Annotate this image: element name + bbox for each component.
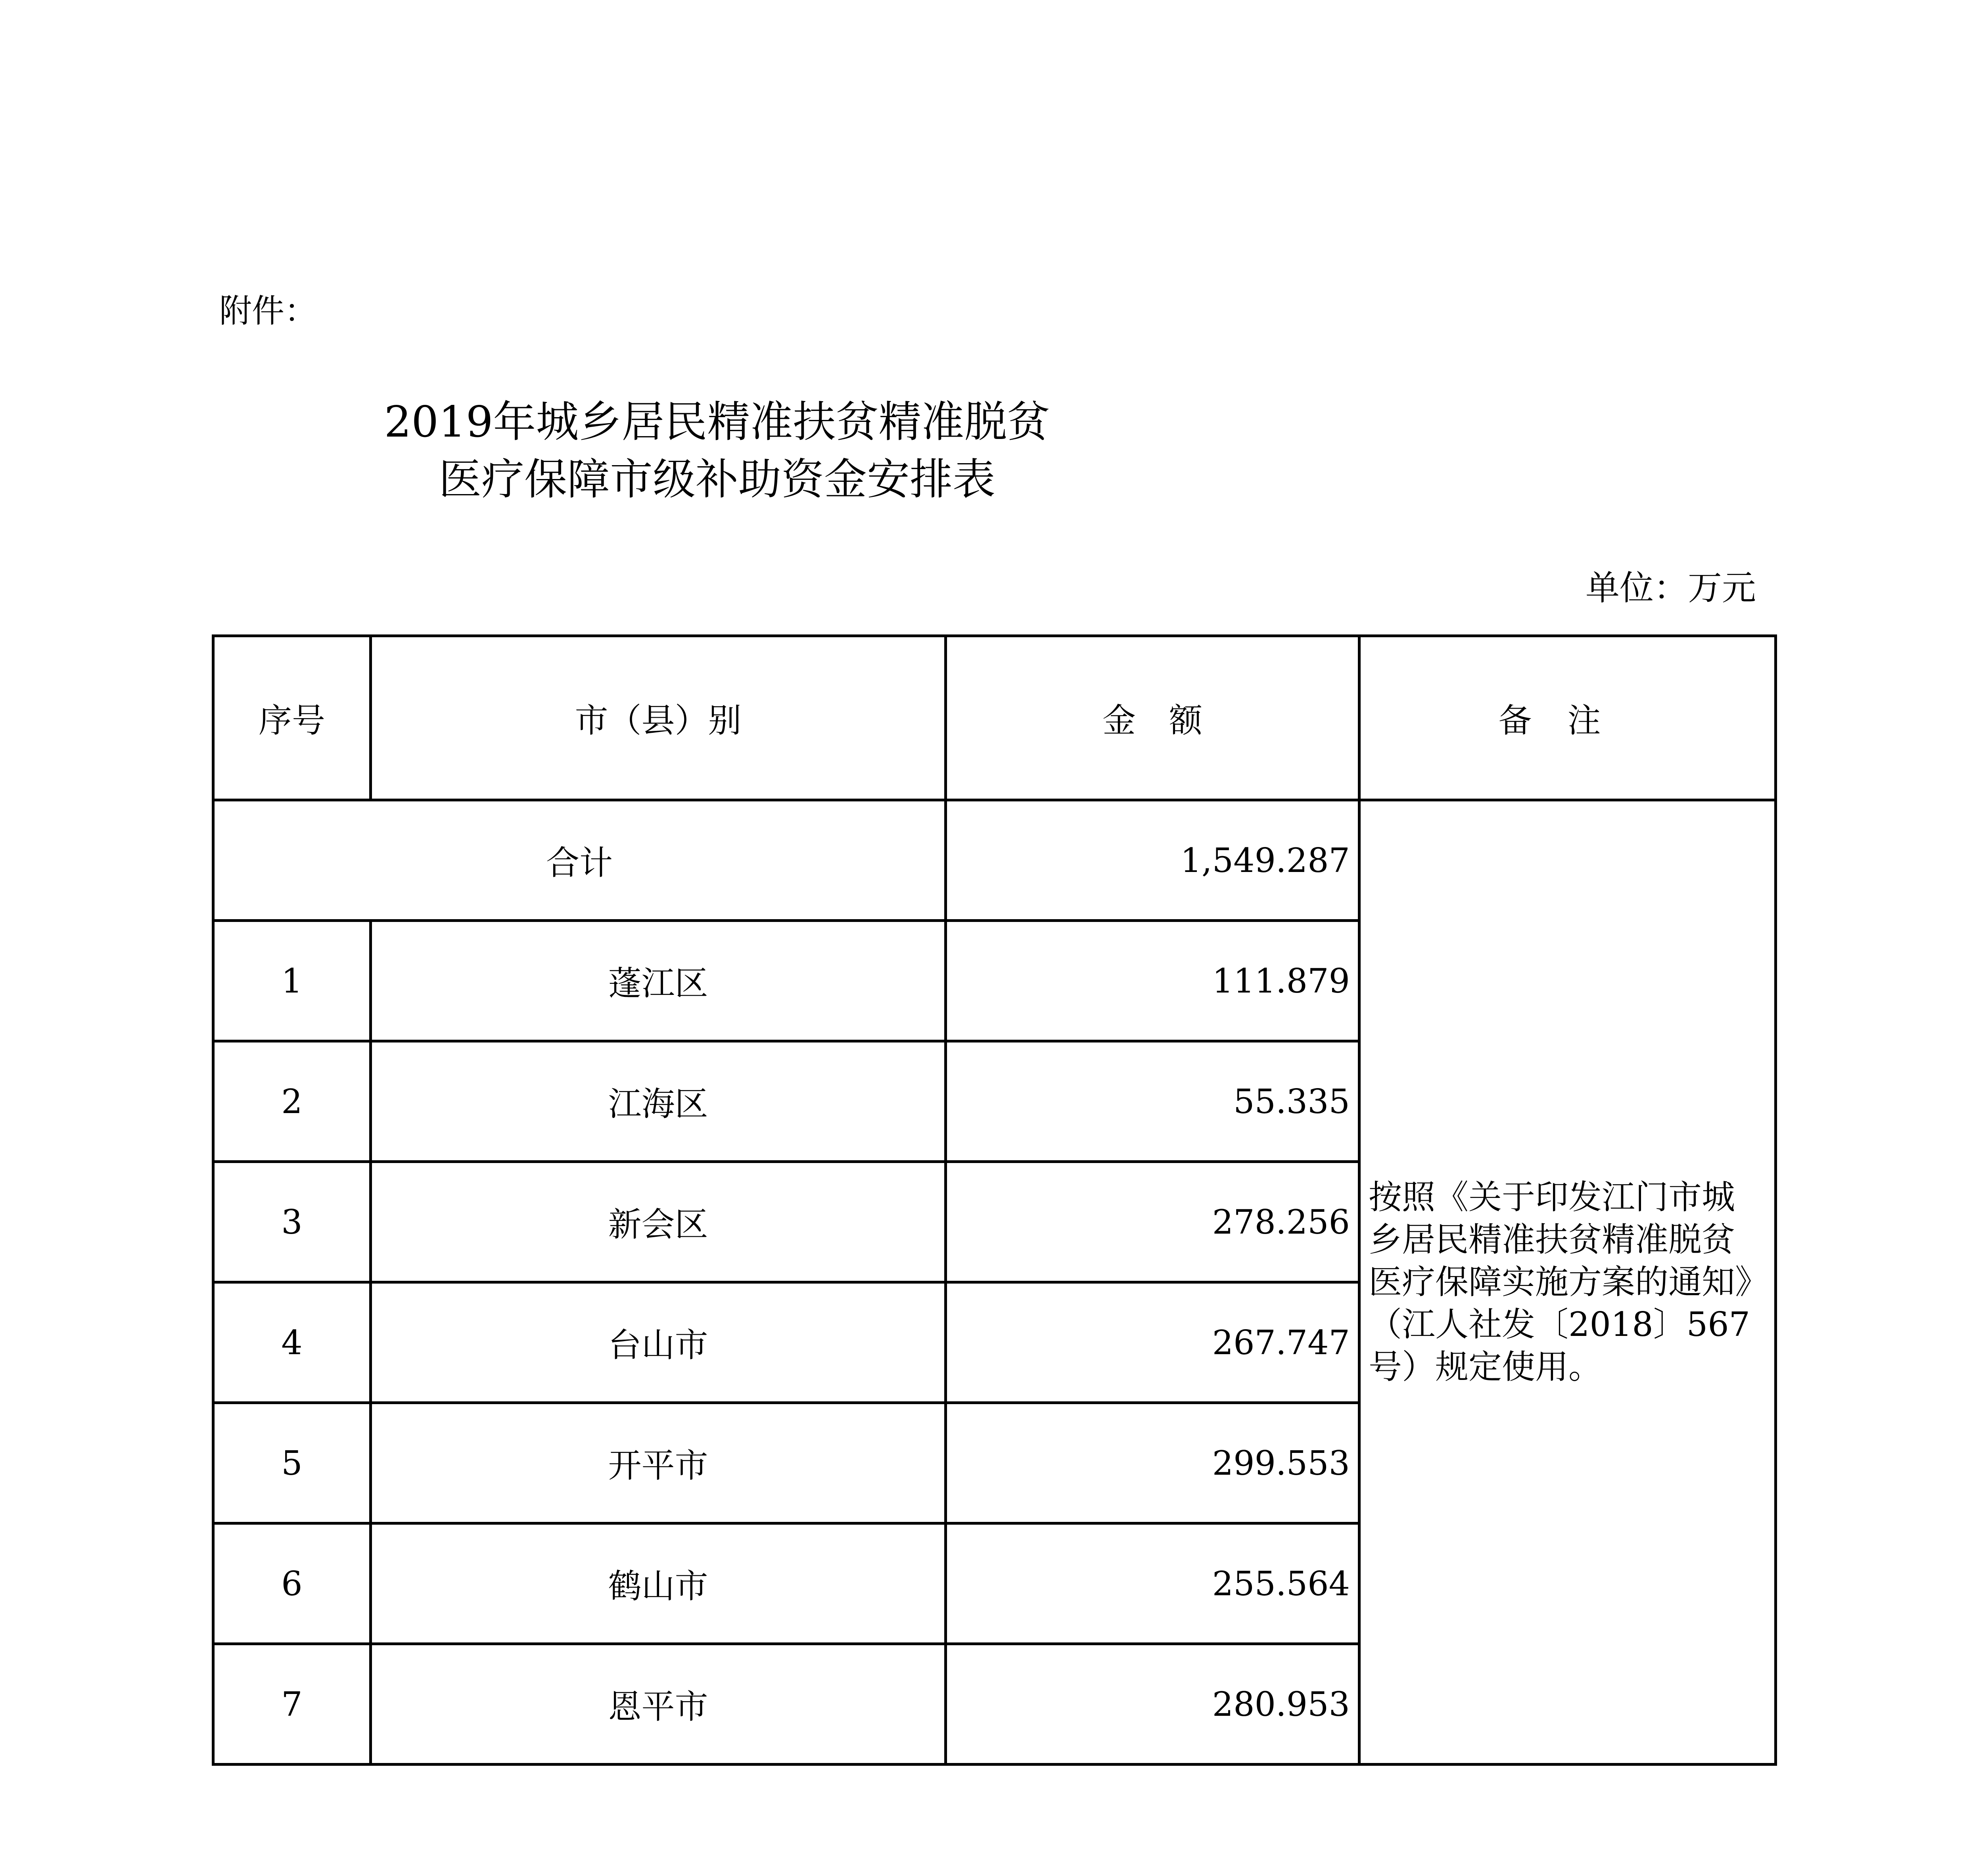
row-amount: 255.564: [946, 1523, 1359, 1644]
row-seq: 1: [213, 921, 371, 1041]
document-title-line-2: 医疗保障市级补助资金安排表: [438, 455, 995, 504]
header-region: 市（县）别: [371, 636, 946, 800]
document-title-line-1: 2019年城乡居民精准扶贫精准脱贫: [384, 397, 1050, 447]
row-seq: 3: [213, 1162, 371, 1282]
total-row: [213, 800, 1776, 921]
row-amount: 280.953: [946, 1644, 1359, 1765]
row-region: 恩平市: [371, 1644, 946, 1765]
row-seq: 6: [213, 1523, 371, 1644]
remark-cell: 按照《关于印发江门市城乡居民精准扶贫精准脱贫医疗保障实施方案的通知》（江人社发〔2018〕567号）规定使用。: [1359, 800, 1776, 1765]
row-seq: 5: [213, 1403, 371, 1523]
row-region: 台山市: [371, 1282, 946, 1403]
row-region: 鹤山市: [371, 1523, 946, 1644]
row-region: 蓬江区: [371, 921, 946, 1041]
row-amount: 111.879: [946, 921, 1359, 1041]
total-amount: 1,549.287: [946, 800, 1359, 921]
table-header-row: [213, 636, 1776, 800]
unit-label: 单位：万元: [1585, 568, 1756, 608]
row-region: 开平市: [371, 1403, 946, 1523]
row-amount: 278.256: [946, 1162, 1359, 1282]
header-amount: 金 额: [946, 636, 1359, 800]
row-amount: 55.335: [946, 1041, 1359, 1162]
row-seq: 7: [213, 1644, 371, 1765]
row-seq: 4: [213, 1282, 371, 1403]
row-region: 新会区: [371, 1162, 946, 1282]
header-seq: 序号: [213, 636, 371, 800]
attachment-label: 附件：: [219, 292, 317, 330]
header-remark: 备注: [1359, 636, 1776, 800]
row-seq: 2: [213, 1041, 371, 1162]
allocation-table: [212, 634, 1777, 1766]
row-amount: 267.747: [946, 1282, 1359, 1403]
row-region: 江海区: [371, 1041, 946, 1162]
total-label: 合计: [213, 800, 946, 921]
row-amount: 299.553: [946, 1403, 1359, 1523]
